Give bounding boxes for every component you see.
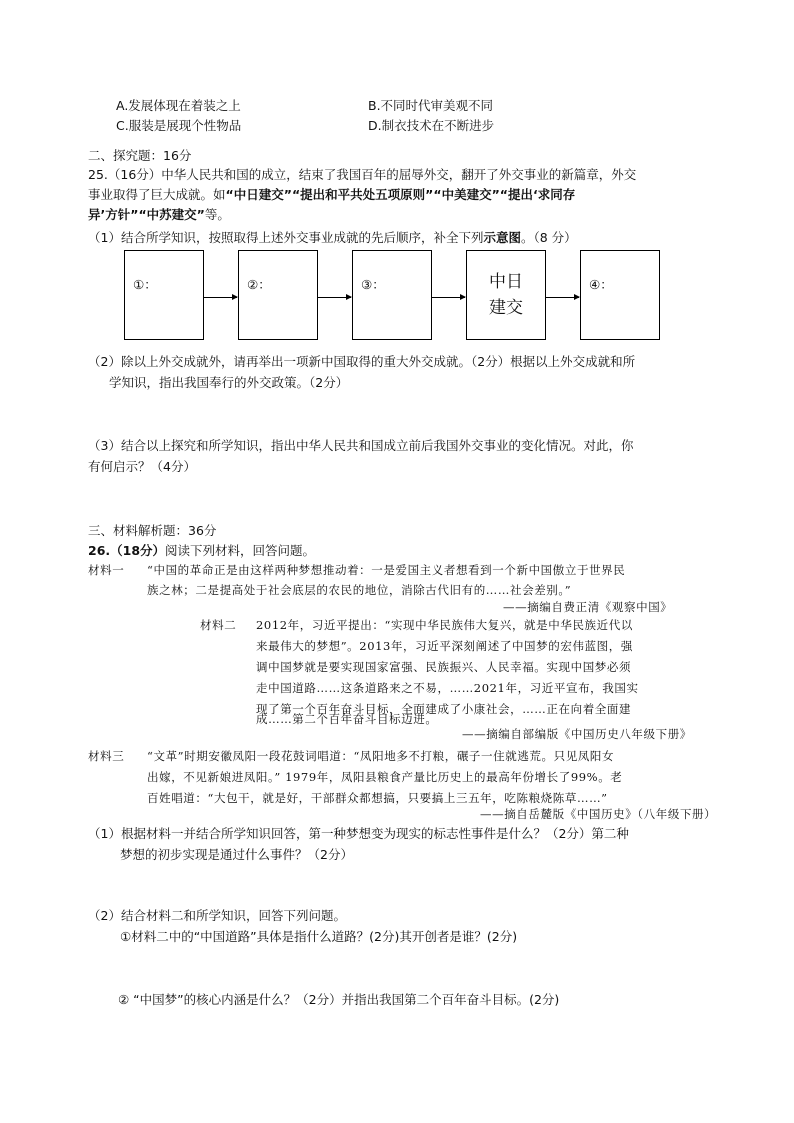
q26-sub2-b: ② “中国梦”的核心内涵是什么？（2分）并指出我国第二个百年奋斗目标。(2分) <box>118 992 560 1007</box>
q25-sub2-line1: （2）除以上外交成就外，请再举出一项新中国取得的重大外交成就。（2分）根据以上外交成就和所 <box>88 354 636 369</box>
material-2-source: ——摘编自部编版《中国历史八年级下册》 <box>462 727 692 741</box>
diagram-box-4 <box>466 250 546 340</box>
material-1-source: ——摘编自费正清《观察中国》 <box>503 600 673 614</box>
material-2-line3: 调中国梦就是要实现国家富强、民族振兴、人民幸福。实现中国梦必须 <box>256 660 632 674</box>
section-2-header: 二、探究题：16分 <box>88 148 192 163</box>
arrow-2 <box>317 297 351 298</box>
q26-sub2-a: ①材料二中的“中国道路”具体是指什么道路？(2分)其开创者是谁？(2分) <box>120 929 518 944</box>
q25-sub2-line2: 学知识，指出我国奉行的外交政策。（2分） <box>109 375 349 390</box>
material-1-line1: “中国的革命正是由这样两种梦想推动着：一是爱国主义者想看到一个新中国傲立于世界民 <box>147 563 626 577</box>
material-2-line1: 2012年，习近平提出：“实现中华民族伟大复兴，就是中华民族近代以 <box>256 618 633 632</box>
diagram-box-1-label: ①： <box>133 277 157 292</box>
q25-sub1-text: （1）结合所学知识，按照取得上述外交事业成就的先后顺序，补全下列 <box>88 230 484 245</box>
q25-achievements-cont: 异’方针”“中苏建交” <box>88 207 205 222</box>
material-3-line2: 出嫁，不见新娘进凤阳。” 1979年，凤阳县粮食产量比历史上的最高年份增长了99%。老 <box>147 770 623 784</box>
diagram-box-2-label: ②： <box>247 277 271 292</box>
diagram-box-3 <box>352 250 432 340</box>
q26-sub1-line2: 梦想的初步实现是通过什么事件？（2分） <box>120 847 353 862</box>
q25-sub3-line2: 有何启示？（4分） <box>88 459 196 474</box>
material-2-line5: 现了第一个百年奋斗目标，全面建成了小康社会，……正在向着全面建 <box>256 702 632 716</box>
q25-sub3-line1: （3）结合以上探究和所学知识，指出中华人民共和国成立前后我国外交事业的变化情况。对此，你 <box>88 438 634 453</box>
arrow-1 <box>203 297 237 298</box>
material-2-line6: 成……第二个百年奋斗目标迈进。 <box>256 712 438 726</box>
q25-sub1-score: 。（8 分） <box>520 230 577 245</box>
diagram-box-5-label: ④： <box>589 277 613 292</box>
material-1-line2: 族之林；二是提高处于社会底层的农民的地位，消除古代旧有的……社会差别。” <box>147 583 572 597</box>
material-3-line1: “文革”时期安徽凤阳一段花鼓词唱道：“凤阳地多不打粮，碾子一住就逃荒。只见凤阳女 <box>147 749 615 763</box>
option-c: C.服装是展现个性物品 <box>116 118 242 133</box>
diagram-box-3-label: ③： <box>361 277 385 292</box>
q26-sub2: （2）结合材料二和所学知识，回答下列问题。 <box>88 908 346 923</box>
option-b: B.不同时代审美观不同 <box>368 98 494 113</box>
q26-number: 26.（18分） <box>88 543 166 558</box>
q25-line2 <box>88 185 575 203</box>
q25-sub1 <box>88 228 577 246</box>
q26-intro: 阅读下列材料，回答问题。 <box>165 543 316 558</box>
material-2-line4: 走中国道路……这条道路来之不易，……2021年，习近平宣布，我国实 <box>256 681 639 695</box>
q25-line3-end: 等。 <box>204 207 230 222</box>
q25-achievements: “中日建交”“提出和平共处五项原则”“中美建交”“提出‘求同存 <box>225 187 576 202</box>
q26-sub1-line1: （1）根据材料一并结合所学知识回答，第一种梦想变为现实的标志性事件是什么？（2分）第二种 <box>88 826 629 841</box>
q25-line1: 25.（16分）中华人民共和国的成立，结束了我国百年的屈辱外交，翻开了外交事业的新篇章，外交 <box>88 167 637 182</box>
option-a: A.发展体现在着装之上 <box>116 98 241 113</box>
arrow-3 <box>431 297 465 298</box>
diagram-box-4-label: 中日建交 <box>489 272 523 318</box>
material-2-label: 材料二 <box>200 618 237 632</box>
q26-title <box>88 541 315 559</box>
q25-sub1-diagram-word: 示意图 <box>483 230 521 245</box>
arrow-4 <box>545 297 579 298</box>
q25-line3 <box>88 205 230 223</box>
material-3-label: 材料三 <box>88 749 125 763</box>
material-2-line2: 来最伟大的梦想”。2013年，习近平深刻阐述了中国梦的宏伟蓝图，强 <box>256 639 633 653</box>
material-1-label: 材料一 <box>88 563 125 577</box>
material-3-line3: 百姓唱道：“大包干，就是好，干部群众都想搞，只要搞上三五年，吃陈粮烧陈草……” <box>147 791 608 805</box>
option-d: D.制衣技术在不断进步 <box>368 118 495 133</box>
diagram-box-1 <box>124 250 204 340</box>
section-3-header: 三、材料解析题：36分 <box>88 523 217 538</box>
diagram-box-5 <box>580 250 660 340</box>
material-3-source: ——摘自岳麓版《中国历史》（八年级下册） <box>480 807 717 821</box>
q25-line2-text: 事业取得了巨大成就。如 <box>88 187 226 202</box>
diagram-box-2 <box>238 250 318 340</box>
